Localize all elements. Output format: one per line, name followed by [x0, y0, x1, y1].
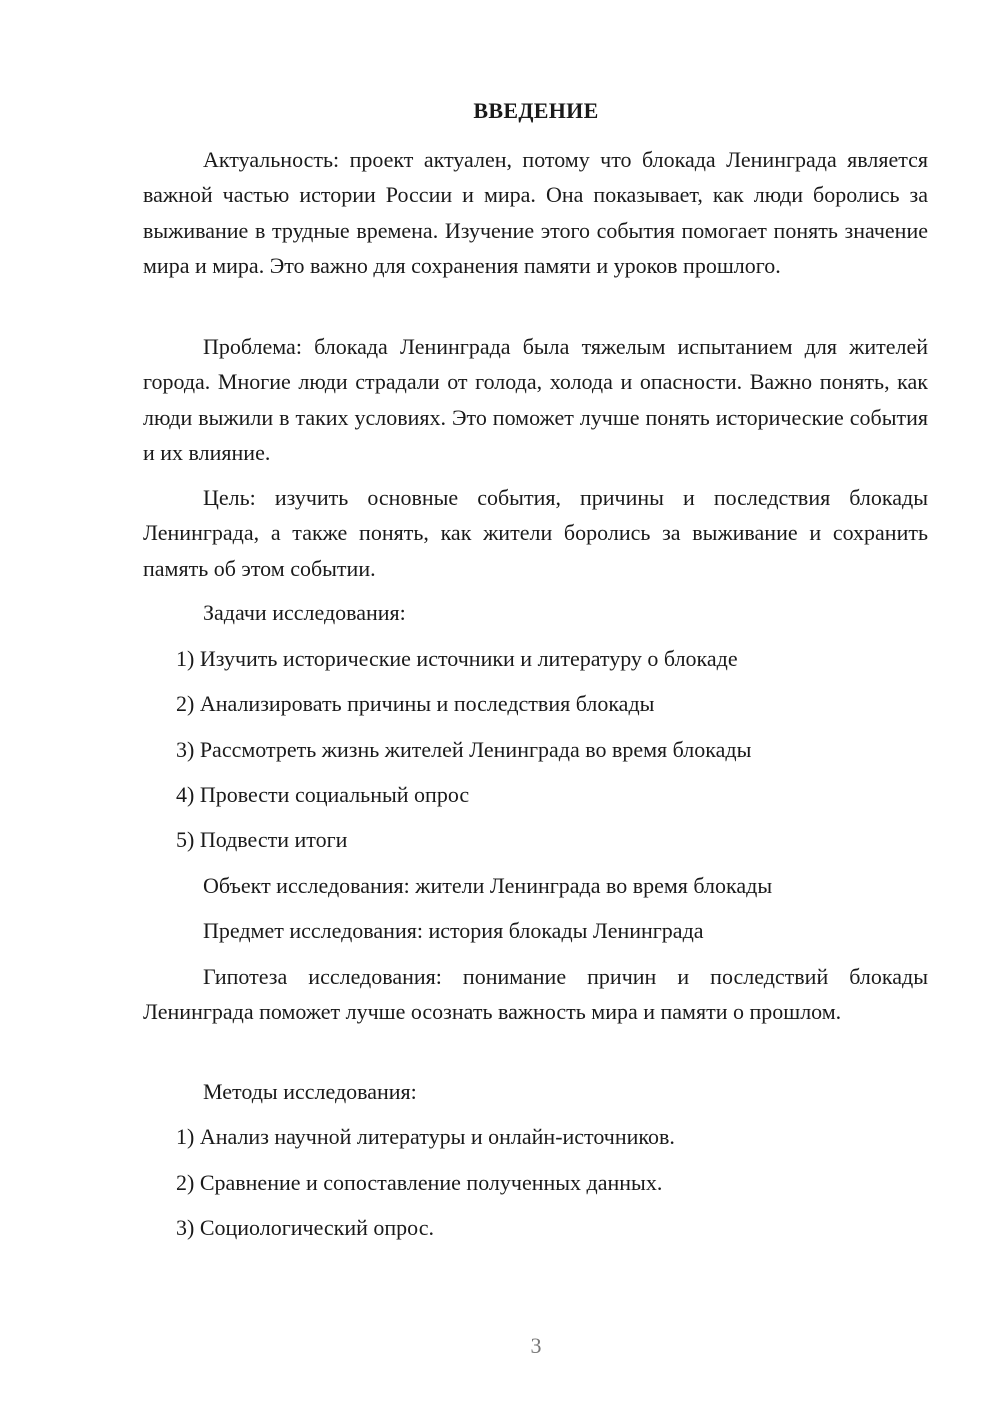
methods-heading: Методы исследования:	[203, 1079, 417, 1104]
method-item: 3) Социологический опрос.	[176, 1215, 434, 1240]
task-item: 3) Рассмотреть жизнь жителей Ленинграда во время блокады	[176, 737, 752, 762]
tasks-heading: Задачи исследования:	[203, 600, 406, 625]
research-subject: Предмет исследования: история блокады Ленинграда	[203, 918, 704, 943]
relevance-paragraph: Актуальность: проект актуален, потому что блокада Ленинграда является важной частью истории России и мира. Она показывает, как люди боролись за выживание в трудные времена. Изучение этого события помогает понять значение мира и мира. Это важно для сохранения памяти и уроков прошлого.	[143, 147, 928, 278]
task-item: 1) Изучить исторические источники и литературу о блокаде	[176, 646, 738, 671]
task-item: 4) Провести социальный опрос	[176, 782, 470, 807]
research-object: Объект исследования: жители Ленинграда во время блокады	[203, 873, 773, 898]
task-item: 2) Анализировать причины и последствия блокады	[176, 691, 655, 716]
goal-paragraph: Цель: изучить основные события, причины и последствия блокады Ленинграда, а также понять, как жители боролись за выживание и сохранить память об этом событии.	[143, 485, 928, 581]
task-item: 5) Подвести итоги	[176, 827, 348, 852]
page-number: 3	[530, 1333, 542, 1358]
method-item: 1) Анализ научной литературы и онлайн-источников.	[176, 1124, 675, 1149]
hypothesis-paragraph: Гипотеза исследования: понимание причин и последствий блокады Ленинграда поможет лучше осознать важность мира и памяти о прошлом.	[143, 964, 928, 1025]
problem-paragraph: Проблема: блокада Ленинграда была тяжелым испытанием для жителей города. Многие люди страдали от голода, холода и опасности. Важно понять, как люди выжили в таких условиях. Это поможет лучше понять исторические события и их влияние.	[143, 334, 928, 465]
method-item: 2) Сравнение и сопоставление полученных данных.	[176, 1170, 663, 1195]
page-title: ВВЕДЕНИЕ	[473, 98, 599, 123]
